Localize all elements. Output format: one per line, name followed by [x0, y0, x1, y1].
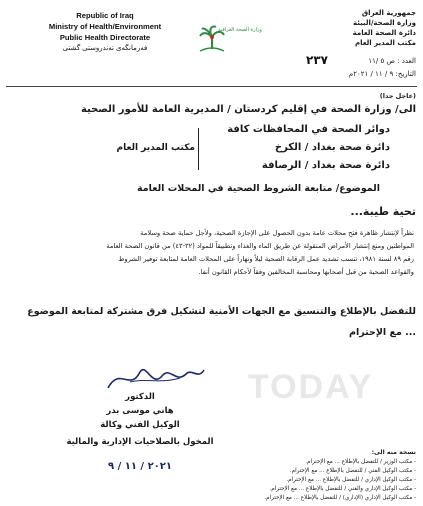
- logo-caption: وزارة الصحة العراقية: [218, 27, 262, 33]
- copies-item-5: - مكتب الوكيل الإداري (الإداري) / للتفضل بالإطلاع ... مع الإحترام.: [264, 495, 416, 501]
- document-number-label: العدد : ص ٥ /١١: [368, 57, 416, 65]
- subject-line: الموضوع/ متابعة الشروط الصحية في المحلات العامة: [137, 183, 380, 194]
- signature-role-1: الوكيل الفني وكالة: [100, 420, 180, 430]
- signature-date: ٢٠٢١ / ١١ / ٩: [108, 461, 172, 472]
- addressee-line-3: دائرة صحة بغداد / الكرخ: [274, 142, 390, 153]
- body-line-1: نظراً لإنتشار ظاهرة فتح محلات عامة بدون الحصول على الإجازة الصحية، ولأجل حماية صحة وسلامة: [140, 229, 414, 237]
- urgent-label: (عاجل جدا): [379, 92, 416, 100]
- addressee-office: مكتب المدير العام: [116, 143, 195, 153]
- document-date: التاريخ: ٩ / ١١ / ٢٠٢١م: [348, 70, 416, 78]
- header-ar-line2: وزارة الصحة/البيئة: [353, 19, 416, 27]
- addressee-line-4: دائرة صحة بغداد / الرصافة: [261, 160, 390, 171]
- closing-line-1: للتفضل بالإطلاع والتنسيق مع الجهات الأمنية لتشكيل فرق مشتركة لمتابعة الموضوع: [27, 306, 416, 317]
- closing-line-2: ... مع الإحترام: [349, 327, 416, 338]
- body-line-4: والقواعد الصحية من قبل أصحابها ومحاسبة المخالفين وفقاً لأحكام القانون أنفا.: [198, 268, 414, 276]
- header-en-line3: Public Health Directorate: [59, 33, 151, 42]
- body-line-2: المواطنين ومنع إنتشار الأمراض المنقولة عن طريق الماء والغذاء وتطبيقاً للمواد (٣٢-٤٣) من قانون الصحة العامة: [106, 242, 414, 250]
- header-en-line2: Ministry of Health/Environment: [48, 22, 162, 31]
- addressee-bracket: [196, 128, 199, 170]
- watermark: TODAY: [248, 368, 374, 406]
- copies-item-3: - مكتب الوكيل الإداري / للتفضل بالإطلاع ... مع الإحترام.: [286, 477, 416, 483]
- signature-name: هاني موسى بدر: [106, 406, 174, 416]
- header-ar-line3: دائرة الصحة العامة: [352, 29, 416, 37]
- palm-tree-logo-icon: [196, 15, 248, 61]
- header-en-line1: Republic of Iraq: [76, 11, 134, 20]
- ministry-logo: [196, 15, 248, 61]
- signature-title: الدكتور: [125, 392, 155, 402]
- document-number-value: ٢٣٧: [306, 53, 328, 67]
- addressee-line-2: دوائر الصحة في المحافظات كافة: [227, 124, 390, 135]
- copies-title: نسخة منه الى:: [371, 449, 416, 456]
- header-ar-line1: جمهورية العراق: [361, 9, 416, 17]
- body-line-3: رقم ٨٩ لسنة ١٩٨١، تنسب تشديد عمل الرقابة الصحية ليلاً ونهاراً على المحلات العامة لمتابعة توفير الشروط: [118, 255, 414, 263]
- header-divider: [6, 86, 417, 87]
- addressee-line-1: الى/ وزارة الصحة في إقليم كردستان / المديرية العامة للأمور الصحية: [80, 104, 416, 115]
- copies-item-1: - مكتب الوزير / للتفضل بالإطلاع ... مع الإحترام.: [305, 459, 416, 465]
- header-ar-line4: مكتب المدير العام: [354, 39, 416, 47]
- header-kurdish-line: فەرمانگەی تەندروستی گشتی: [62, 45, 148, 52]
- greeting: تحية طيبة...: [350, 205, 416, 218]
- signature-role-2: المخول بالصلاحيات الإدارية والمالية: [66, 437, 214, 447]
- copies-item-4: - مكتب الوكيل الإداري والفني / للتفضل بالإطلاع ... مع الإحترام.: [269, 486, 416, 492]
- copies-item-2: - مكتب الوكيل الفني / للتفضل بالإطلاع ... مع الإحترام.: [289, 468, 416, 474]
